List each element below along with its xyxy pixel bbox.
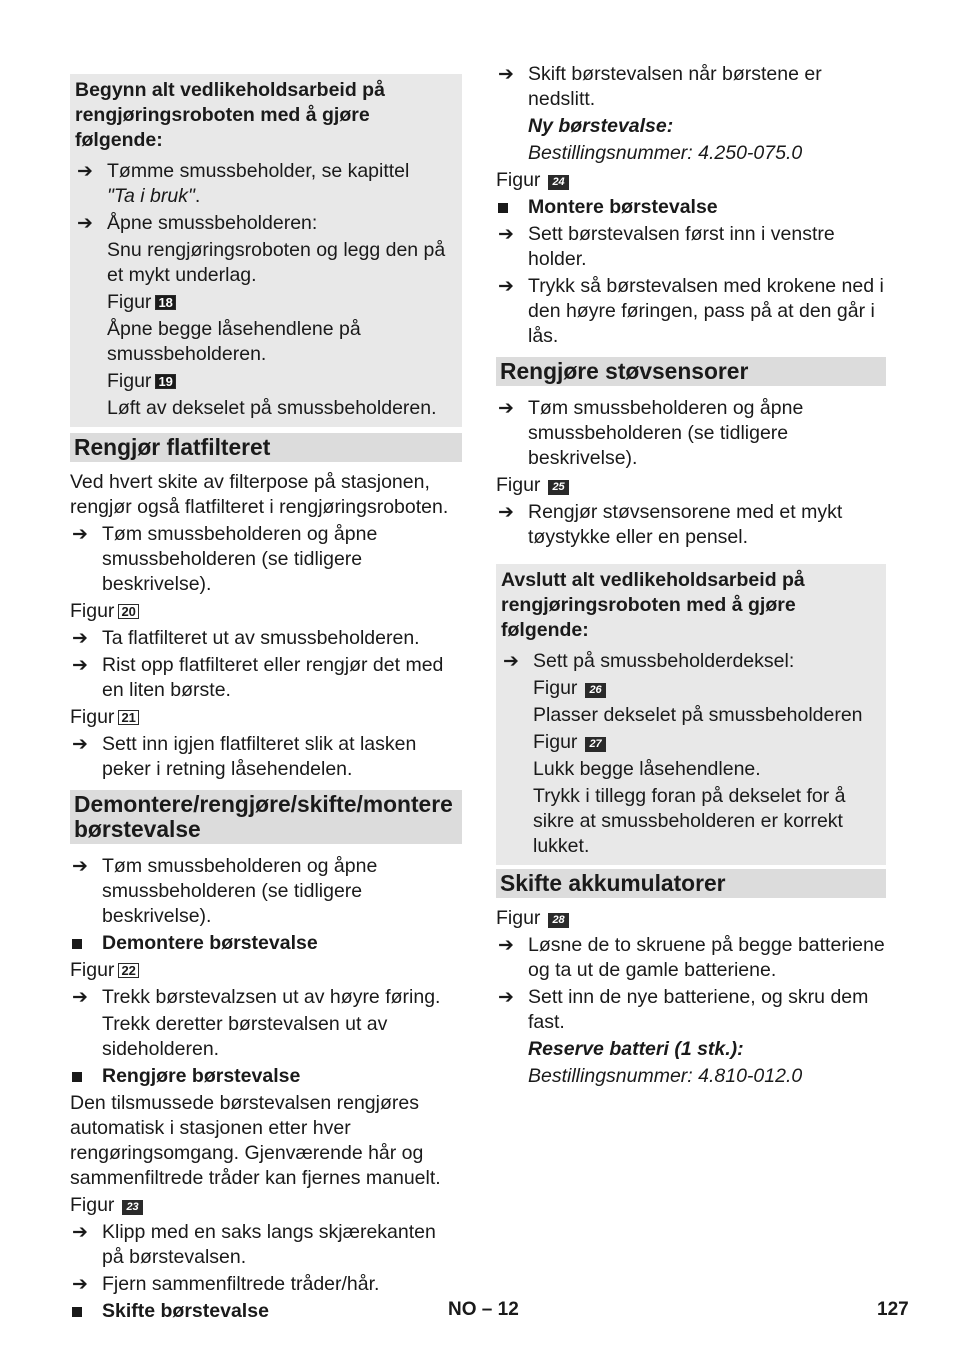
step: ➔ Tøm smussbeholderen og åpne smussbeholderen (se tidligere beskrivelse). (72, 523, 378, 595)
step: ➔ Trekk børstevalzsen ut av høyre føring. (72, 986, 441, 1008)
figure-ref-26: Figur 26 (501, 676, 880, 701)
arrow-icon: ➔ (503, 651, 519, 672)
bullet-clean-brush: Rengjøre børstevalse (70, 1064, 462, 1089)
figure-ref-28: Figur 28 (496, 906, 886, 931)
arrow-icon: ➔ (498, 987, 514, 1008)
arrow-icon: ➔ (498, 64, 514, 85)
figure-number-badge: 25 (548, 480, 568, 495)
right-column (496, 60, 886, 1089)
bullet-mount-brush: Montere børstevalse (496, 195, 886, 220)
arrow-icon: ➔ (498, 398, 514, 419)
arrow-icon: ➔ (72, 655, 88, 676)
figure-ref-18: Figur 18 (75, 290, 456, 315)
step: ➔ Ta flatfilteret ut av smussbeholderen. (72, 627, 420, 649)
arrow-icon: ➔ (498, 224, 514, 245)
page-number: 127 (877, 1299, 909, 1320)
arrow-icon: ➔ (498, 502, 514, 523)
left-column (70, 60, 462, 1324)
figure-number-badge: 19 (155, 374, 175, 389)
step-empty-container: ➔ Tømme smussbeholder, se kapittel "Ta i bruk". (77, 160, 410, 207)
step: ➔ Sett på smussbeholderdeksel: (503, 650, 795, 672)
flat-filter-intro: Ved hvert skite av filterpose på stasjonen, rengjør også flatfilteret i rengjøringsroboten. (70, 471, 449, 518)
figure-ref-25: Figur 25 (496, 473, 886, 498)
order-number: Bestillingsnummer: 4.810-012.0 (528, 1065, 803, 1087)
figure-ref-19: Figur 19 (75, 369, 456, 394)
arrow-icon: ➔ (72, 524, 88, 545)
figure-ref-24: Figur 24 (496, 168, 886, 193)
step: ➔ Løsne de to skruene på begge batteriene og ta ut de gamle batteriene. (498, 934, 885, 981)
bullet-replace-brush: Skifte børstevalse (70, 1299, 462, 1324)
heading-flat-filter: Rengjør flatfilteret (70, 433, 462, 462)
square-bullet-icon (72, 1072, 82, 1082)
clean-brush-paragraph: Den tilsmussede børstevalsen rengjøres automatisk i stasjonen etter hver rengøringsomgang. Gjenværende hår og sammenfiltrede tråder kan fjernes manuelt. (70, 1092, 441, 1189)
step: ➔ Sett inn de nye batteriene, og skru dem fast. (498, 986, 869, 1033)
maintenance-start-box (70, 74, 462, 427)
figure-number-badge: 22 (118, 963, 138, 978)
figure-ref-27: Figur 27 (501, 730, 880, 755)
step-text: Plasser dekselet på smussbeholderen (533, 704, 863, 726)
step: ➔ Klipp med en saks langs skjærekanten på børstevalsen. (72, 1221, 436, 1268)
figure-ref-22: Figur 22 (70, 958, 462, 983)
figure-number-badge: 26 (585, 683, 605, 698)
arrow-icon: ➔ (72, 628, 88, 649)
step: ➔ Tøm smussbeholderen og åpne smussbeholderen (se tidligere beskrivelse). (498, 397, 804, 469)
maintenance-end-title: Avslutt alt vedlikeholdsarbeid på rengjøringsroboten med å gjøre følgende: (501, 569, 805, 641)
step: ➔ Sett inn igjen flatfilteret slik at lasken peker i retning låsehendelen. (72, 733, 417, 780)
step: ➔ Rist opp flatfilteret eller rengjør det med en liten børste. (72, 654, 444, 701)
square-bullet-icon (498, 203, 508, 213)
reserve-battery-label: Reserve batteri (1 stk.): (528, 1038, 744, 1060)
arrow-icon: ➔ (72, 856, 88, 877)
new-brush-label: Ny børstevalse: (528, 115, 674, 137)
chapter-reference: "Ta i bruk" (107, 185, 195, 207)
arrow-icon: ➔ (77, 213, 93, 234)
arrow-icon: ➔ (72, 734, 88, 755)
arrow-icon: ➔ (72, 1274, 88, 1295)
step: ➔ Skift børstevalsen når børstene er nedslitt. (498, 63, 822, 110)
step: ➔ Sett børstevalsen først inn i venstre holder. (498, 223, 835, 270)
step-text: Løft av dekselet på smussbeholderen. (107, 397, 437, 419)
figure-number-badge: 24 (548, 175, 568, 190)
page-footer-section: NO – 12 (448, 1299, 519, 1320)
figure-number-badge: 27 (585, 737, 605, 752)
figure-number-badge: 21 (118, 710, 138, 725)
square-bullet-icon (72, 1307, 82, 1317)
step-text: Trekk deretter børstevalsen ut av sideholderen. (102, 1013, 388, 1060)
step-open-container: ➔ Åpne smussbeholderen: (77, 212, 318, 234)
figure-ref-21: Figur 21 (70, 705, 462, 730)
heading-replace-batteries: Skifte akkumulatorer (496, 869, 886, 898)
maintenance-start-title: Begynn alt vedlikeholdsarbeid på rengjøringsroboten med å gjøre følgende: (75, 79, 385, 151)
step: ➔ Rengjør støvsensorene med et mykt tøystykke eller en pensel. (498, 501, 843, 548)
arrow-icon: ➔ (498, 276, 514, 297)
step-text: Lukk begge låsehendlene. (533, 758, 761, 780)
step-text: Trykk i tillegg foran på dekselet for å sikre at smussbeholderen er korrekt lukket. (533, 785, 846, 857)
bullet-remove-brush: Demontere børstevalse (70, 931, 462, 956)
step-text: Snu rengjøringsroboten og legg den på et mykt underlag. (107, 239, 446, 286)
figure-number-badge: 23 (122, 1200, 142, 1215)
square-bullet-icon (72, 939, 82, 949)
arrow-icon: ➔ (498, 935, 514, 956)
heading-dust-sensors: Rengjøre støvsensorer (496, 357, 886, 386)
step: ➔ Trykk så børstevalsen med krokene ned i den høyre føringen, pass på at den går i lås. (498, 275, 884, 347)
step-text: Åpne begge låsehendlene på smussbeholderen. (107, 318, 361, 365)
order-number: Bestillingsnummer: 4.250-075.0 (528, 142, 803, 164)
step: ➔ Tøm smussbeholderen og åpne smussbeholderen (se tidligere beskrivelse). (72, 855, 378, 927)
figure-number-badge: 18 (155, 295, 175, 310)
figure-ref-23: Figur 23 (70, 1193, 462, 1218)
heading-brush-roller: Demontere/rengjøre/skifte/montere børstevalse (70, 790, 462, 844)
figure-number-badge: 28 (548, 913, 568, 928)
step: ➔ Fjern sammenfiltrede tråder/hår. (72, 1273, 380, 1295)
figure-number-badge: 20 (118, 604, 138, 619)
arrow-icon: ➔ (72, 987, 88, 1008)
arrow-icon: ➔ (77, 161, 93, 182)
figure-ref-20: Figur 20 (70, 599, 462, 624)
arrow-icon: ➔ (72, 1222, 88, 1243)
maintenance-end-box (496, 564, 886, 865)
